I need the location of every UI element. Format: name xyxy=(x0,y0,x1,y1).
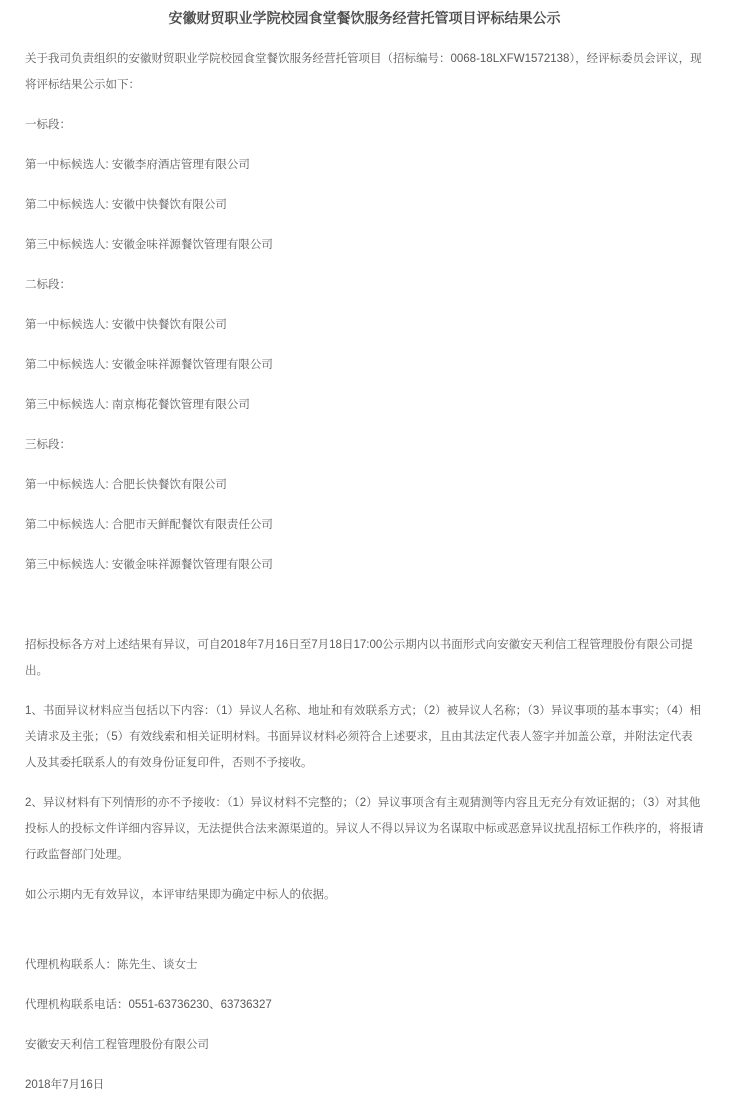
bid-section-1 xyxy=(25,112,704,258)
section-1-candidate-1: 第一中标候选人: 安徽李府酒店管理有限公司 xyxy=(25,159,250,171)
section-3-candidate-1: 第一中标候选人: 合肥长快餐饮有限公司 xyxy=(25,479,227,491)
section-1-candidate-2: 第二中标候选人: 安徽中快餐饮有限公司 xyxy=(25,199,227,211)
date-line: 2018年7月16日 xyxy=(25,1079,105,1091)
section-3-heading: 三标段： xyxy=(25,439,71,451)
bid-section-2 xyxy=(25,272,704,418)
objection-notice: 招标投标各方对上述结果有异议，可自2018年7月16日至7月18日17:00公示期内以书面形式向安徽安天利信工程管理股份有限公司提出。 xyxy=(25,639,693,677)
conclusion-line: 如公示期内无有效异议，本评审结果即为确定中标人的依据。 xyxy=(25,889,336,901)
objection-rule-1: 1、书面异议材料应当包括以下内容：（1）异议人名称、地址和有效联系方式；（2）被异议人名称；（3）异议事项的基本事实；（4）相关请求及主张；（5）有效线索和相关证明材料。书面异议材料必须符合上述要求，且由其法定代表人签字并加盖公章，并附法定代表人及其委托联系人的有效身份证复印件，否则不予接收。 xyxy=(25,705,701,769)
contact-person-line: 代理机构联系人：陈先生、谈女士 xyxy=(25,959,198,971)
bid-section-3 xyxy=(25,432,704,578)
section-3-candidate-3: 第三中标候选人: 安徽金味祥源餐饮管理有限公司 xyxy=(25,559,273,571)
section-2-candidate-1: 第一中标候选人: 安徽中快餐饮有限公司 xyxy=(25,319,227,331)
section-3-candidate-2: 第二中标候选人: 合肥市天鲜配餐饮有限责任公司 xyxy=(25,519,273,531)
section-2-candidate-2: 第二中标候选人: 安徽金味祥源餐饮管理有限公司 xyxy=(25,359,273,371)
section-2-candidate-3: 第三中标候选人: 南京梅花餐饮管理有限公司 xyxy=(25,399,250,411)
blank-line xyxy=(25,922,704,952)
page-title: 安徽财贸职业学院校园食堂餐饮服务经营托管项目评标结果公示 xyxy=(168,10,561,26)
objection-rule-2: 2、异议材料有下列情形的亦不予接收：（1）异议材料不完整的；（2）异议事项含有主观猜测等内容且无充分有效证据的；（3）对其他投标人的投标文件详细内容异议，无法提供合法来源渠道的。异议人不得以异议为名谋取中标或恶意异议扰乱招标工作秩序的，将报请行政监督部门处理。 xyxy=(25,797,704,861)
section-2-heading: 二标段： xyxy=(25,279,71,291)
blank-line xyxy=(25,592,704,632)
agency-name-line: 安徽安天利信工程管理股份有限公司 xyxy=(25,1039,209,1051)
footer xyxy=(25,952,704,1098)
intro-paragraph: 关于我司负责组织的安徽财贸职业学院校园食堂餐饮服务经营托管项目（招标编号：0068-18LXFW1572138），经评标委员会评议，现将评标结果公示如下： xyxy=(25,53,702,91)
section-1-heading: 一标段： xyxy=(25,119,71,131)
contact-phone-line: 代理机构联系电话：0551-63736230、63736327 xyxy=(25,999,272,1011)
section-1-candidate-3: 第三中标候选人: 安徽金味祥源餐饮管理有限公司 xyxy=(25,239,273,251)
